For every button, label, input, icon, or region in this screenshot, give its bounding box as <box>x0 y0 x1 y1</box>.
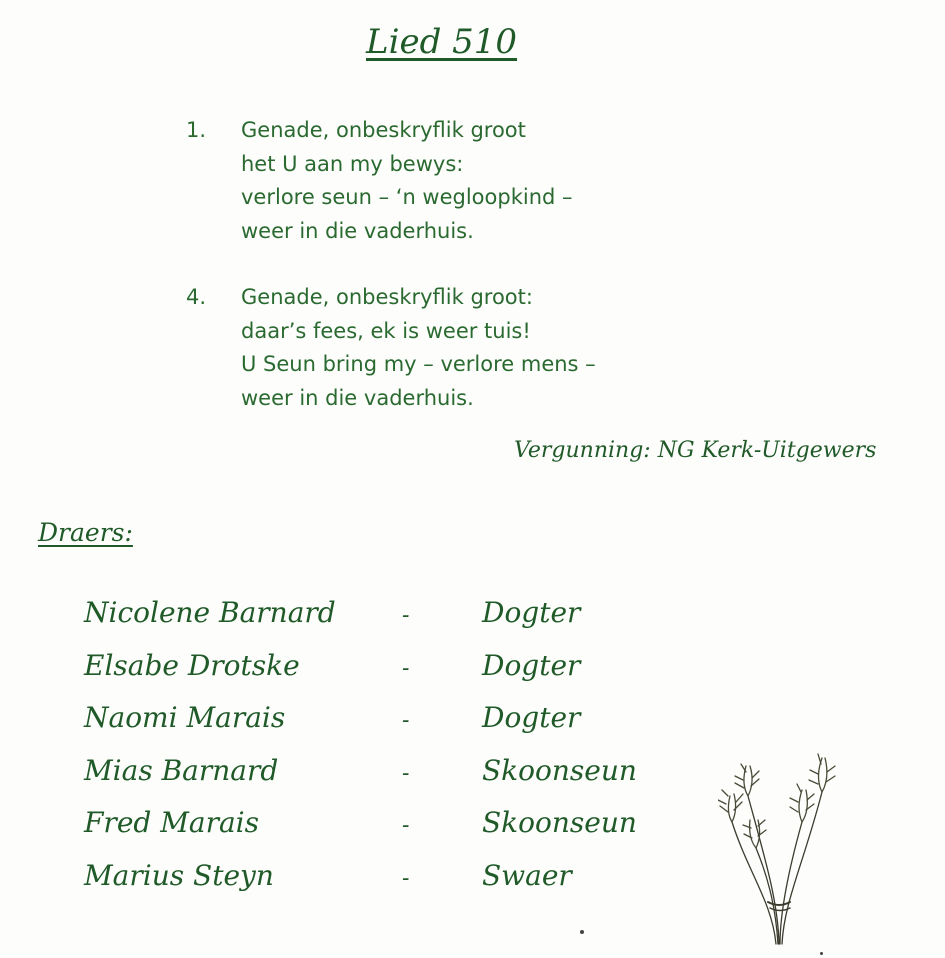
verse-lines <box>241 114 573 248</box>
verse-line: U Seun bring my – verlore mens – <box>241 352 596 376</box>
bearer-separator: - <box>402 865 410 891</box>
bearer-name: Elsabe Drotske <box>84 648 300 682</box>
license-note: Vergunning: NG Kerk-Uitgewers <box>514 438 877 463</box>
bearer-relation: Dogter <box>482 648 581 682</box>
bearer-relation: Skoonseun <box>482 806 637 840</box>
bearer-separator: - <box>402 708 410 734</box>
bearer-name: Fred Marais <box>84 806 259 840</box>
verse-line: het U aan my bewys: <box>241 151 464 176</box>
bearer-relation: Swaer <box>482 858 572 892</box>
verse-line: Genade, onbeskryflik groot: <box>241 285 533 309</box>
bearer-row <box>0 596 945 649</box>
bearer-name: Nicolene Barnard <box>84 596 336 629</box>
verse-line: weer in die vaderhuis. <box>241 218 474 243</box>
verse-number: 1. <box>186 118 207 142</box>
bearer-name: Mias Barnard <box>84 753 279 787</box>
bearer-row <box>0 701 945 754</box>
verse-lines <box>241 281 596 415</box>
bearer-relation: Dogter <box>482 596 581 629</box>
verse-line: Genade, onbeskryflik groot <box>241 118 526 142</box>
bearers-heading: Draers: <box>38 518 133 547</box>
wheat-sheaf-icon <box>718 752 846 948</box>
verse-number: 4. <box>186 285 207 309</box>
verse-line: daar’s fees, ek is weer tuis! <box>241 318 531 343</box>
ink-speck <box>820 952 823 955</box>
verse-line: verlore seun – ‘n wegloopkind – <box>241 185 573 209</box>
bearer-relation: Skoonseun <box>482 753 637 787</box>
verse-line: weer in die vaderhuis. <box>241 385 474 410</box>
bearer-name: Naomi Marais <box>84 701 286 735</box>
hymn-title: Lied 510 <box>366 22 518 62</box>
ink-speck <box>580 930 584 934</box>
bearer-separator: - <box>402 655 410 681</box>
bearer-row <box>0 649 945 702</box>
bearer-name: Marius Steyn <box>84 858 274 892</box>
bearer-relation: Dogter <box>482 701 581 735</box>
bearer-separator: - <box>402 603 410 628</box>
bearer-separator: - <box>402 813 410 839</box>
bearer-separator: - <box>402 760 410 786</box>
